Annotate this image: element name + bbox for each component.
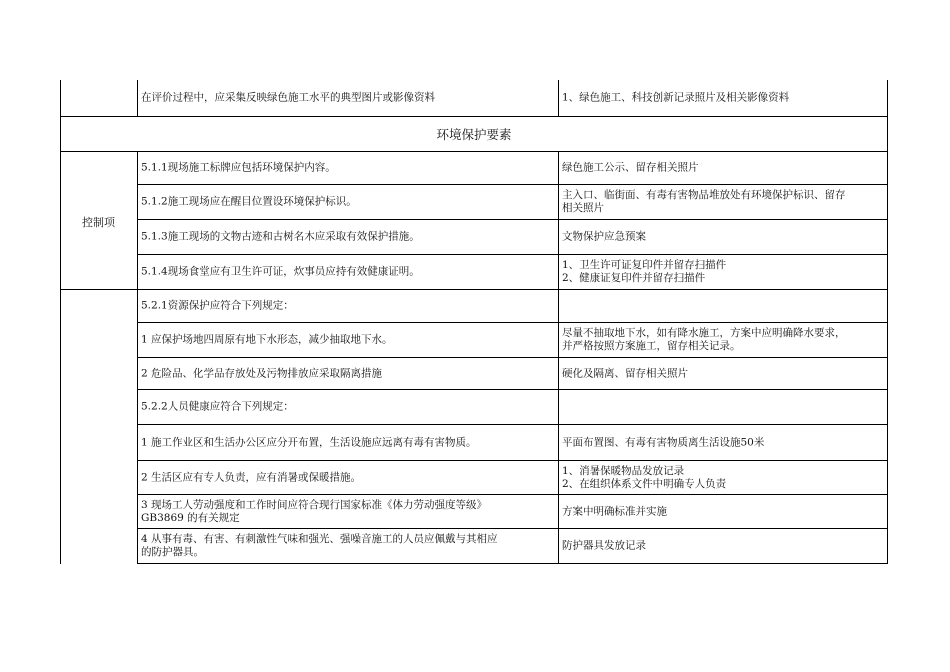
- requirement-cell: [137, 528, 559, 564]
- evidence-cell: [558, 494, 888, 529]
- evidence-text: 平面布置图、有毒有害物质离生活设施50米: [562, 436, 765, 448]
- requirement-cell: [137, 494, 559, 529]
- requirement-text: 5.2.1资源保护应符合下列规定：: [141, 299, 294, 312]
- requirement-text: 5.1.4现场食堂应有卫生许可证，炊事员应持有效健康证明。: [141, 265, 420, 278]
- evidence-text: 1、卫生许可证复印件并留存扫描件 2、健康证复印件并留存扫描件: [562, 259, 727, 284]
- requirement-cell: [137, 184, 559, 220]
- evidence-cell: [558, 254, 888, 290]
- table-row: [60, 389, 888, 425]
- requirement-cell: [137, 357, 559, 390]
- evidence-cell: [558, 289, 888, 323]
- requirement-text: 5.1.1现场施工标牌应包括环境保护内容。: [141, 161, 336, 173]
- evidence-cell: [558, 80, 888, 117]
- requirement-cell: [137, 424, 559, 461]
- row-group-cell: [60, 80, 138, 117]
- evidence-text: 硬化及隔离、留存相关照片: [562, 367, 688, 379]
- requirement-cell: [137, 254, 559, 290]
- evidence-cell: [558, 460, 888, 495]
- requirement-text: 3 现场工人劳动强度和工作时间应符合现行国家标准《体力劳动强度等级》 GB3869 的有关规定: [141, 498, 488, 524]
- table-row: [60, 289, 888, 323]
- table-row: [60, 357, 888, 390]
- requirement-text: 1 施工作业区和生活办公区应分开布置，生活设施应远离有毒有害物质。: [141, 436, 477, 448]
- evidence-text: 绿色施工公示、留存相关照片: [562, 161, 699, 173]
- evidence-cell: [558, 528, 888, 564]
- table-row: [60, 219, 888, 255]
- evidence-text: 主入口、临街面、有毒有害物品堆放处有环境保护标识、留存 相关照片: [562, 189, 846, 214]
- requirement-text: 1 应保护场地四周原有地下水形态，减少抽取地下水。: [141, 333, 393, 346]
- requirement-cell: [137, 219, 559, 255]
- evidence-cell: [558, 184, 888, 220]
- evidence-text: 1、消暑保暖物品发放记录 2、在组织体系文件中明确专人负责: [562, 464, 727, 490]
- evidence-text: 文物保护应急预案: [562, 230, 646, 243]
- evidence-cell: [558, 357, 888, 390]
- requirement-cell: [137, 389, 559, 425]
- table-row: [60, 424, 888, 461]
- requirement-text: 在评价过程中，应采集反映绿色施工水平的典型图片或影像资料: [141, 91, 435, 104]
- table-row: [60, 184, 888, 220]
- table-row: [60, 528, 888, 564]
- requirement-cell: [137, 151, 559, 185]
- section-header: [60, 116, 888, 152]
- requirement-cell: [137, 460, 559, 495]
- evidence-cell: [558, 424, 888, 461]
- evidence-text: 防护器具发放记录: [562, 539, 646, 552]
- requirement-text: 4 从事有毒、有害、有刺激性气味和强光、强噪音施工的人员应佩戴与其相应 的防护器具。: [141, 533, 498, 558]
- requirement-cell: [137, 80, 559, 117]
- evidence-text: 1、绿色施工、科技创新记录照片及相关影像资料: [562, 91, 790, 104]
- table-row: [60, 494, 888, 529]
- table-row: [60, 151, 888, 185]
- table-row: [60, 254, 888, 290]
- requirement-text: 2 危险品、化学品存放处及污物排放应采取隔离措施: [141, 367, 383, 379]
- evidence-cell: [558, 151, 888, 185]
- section-title: 环境保护要素: [436, 127, 512, 142]
- requirement-text: 5.1.3施工现场的文物古迹和古树名木应采取有效保护措施。: [141, 230, 420, 243]
- requirement-text: 5.1.2施工现场应在醒目位置设环境保护标识。: [141, 195, 357, 208]
- table-row: [60, 80, 888, 117]
- evidence-cell: [558, 219, 888, 255]
- control-group-label: 控制项: [82, 216, 115, 229]
- requirement-text: 5.2.2人员健康应符合下列规定：: [141, 400, 294, 413]
- evidence-text: 尽量不抽取地下水，如有降水施工，方案中应明确降水要求， 并严格按照方案施工，留存相关记录。: [562, 327, 846, 352]
- requirement-cell: [137, 322, 559, 358]
- evidence-cell: [558, 322, 888, 358]
- table-row: [60, 322, 888, 358]
- requirement-cell: [137, 289, 559, 323]
- requirement-text: 2 生活区应有专人负责，应有消暑或保暖措施。: [141, 471, 362, 483]
- evidence-text: 方案中明确标准并实施: [562, 505, 667, 517]
- evidence-cell: [558, 389, 888, 425]
- table-row: [60, 460, 888, 495]
